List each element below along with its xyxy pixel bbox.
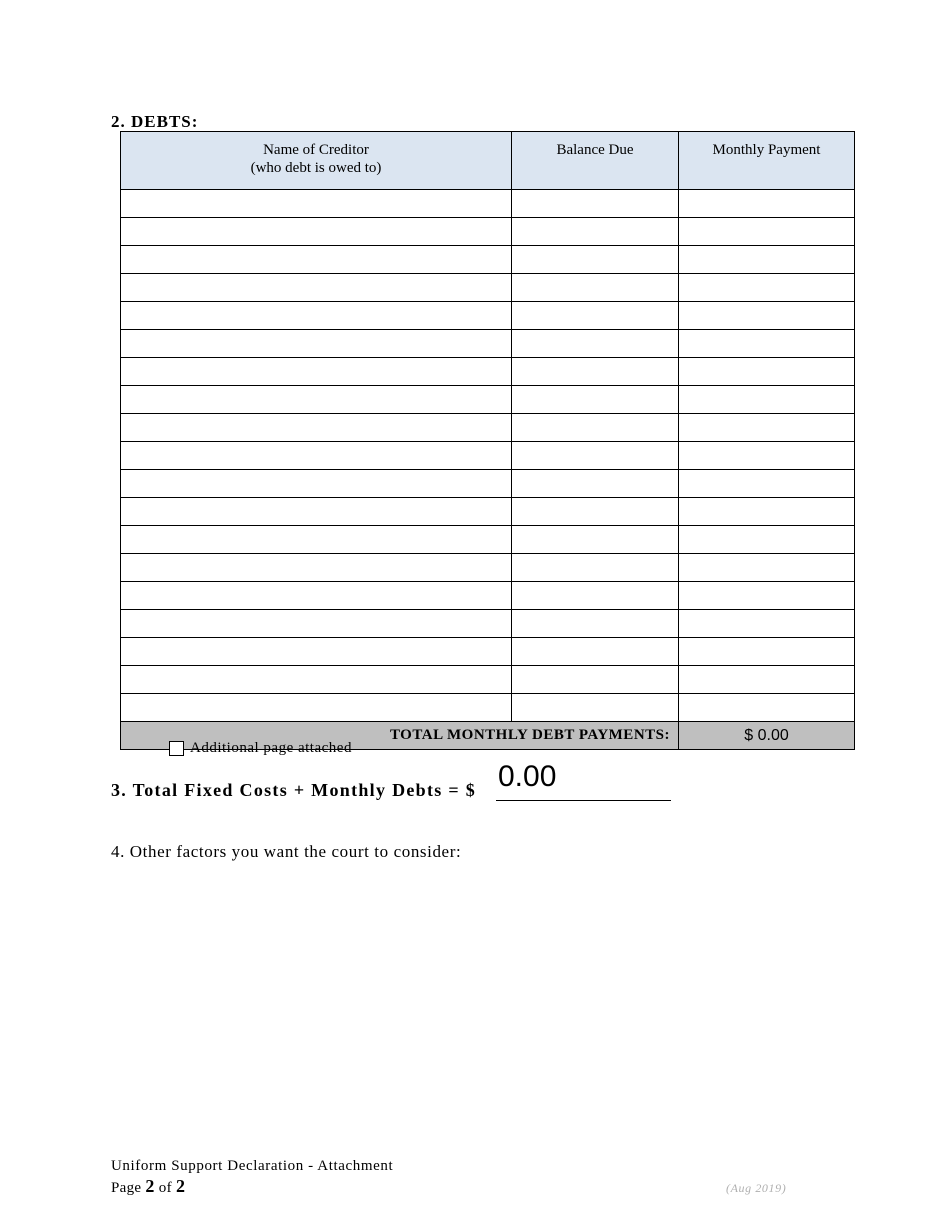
- page-total: 2: [175, 1176, 186, 1196]
- table-row: [121, 582, 855, 610]
- table-row: [121, 274, 855, 302]
- creditor-cell[interactable]: [121, 666, 512, 694]
- balance-cell[interactable]: [512, 330, 679, 358]
- additional-page-checkbox[interactable]: [169, 741, 184, 756]
- footer-page-number: [111, 1176, 185, 1197]
- additional-page-option[interactable]: [169, 740, 352, 757]
- balance-cell[interactable]: [512, 190, 679, 218]
- creditor-cell[interactable]: [121, 610, 512, 638]
- creditor-cell[interactable]: [121, 414, 512, 442]
- table-row: [121, 190, 855, 218]
- total-monthly-debt-label: TOTAL MONTHLY DEBT PAYMENTS:: [121, 722, 679, 750]
- balance-cell[interactable]: [512, 386, 679, 414]
- creditor-cell[interactable]: [121, 386, 512, 414]
- monthly-payment-cell[interactable]: [679, 638, 855, 666]
- monthly-payment-cell[interactable]: [679, 582, 855, 610]
- balance-cell[interactable]: [512, 638, 679, 666]
- monthly-payment-cell[interactable]: [679, 470, 855, 498]
- table-row: [121, 330, 855, 358]
- monthly-payment-cell[interactable]: [679, 414, 855, 442]
- balance-cell[interactable]: [512, 442, 679, 470]
- balance-cell[interactable]: [512, 610, 679, 638]
- creditor-cell[interactable]: [121, 302, 512, 330]
- monthly-payment-cell[interactable]: [679, 274, 855, 302]
- debt-rows: [121, 190, 855, 722]
- creditor-header-line2: (who debt is owed to): [250, 160, 382, 176]
- monthly-payment-cell[interactable]: [679, 302, 855, 330]
- table-row: [121, 470, 855, 498]
- table-row: [121, 666, 855, 694]
- balance-cell[interactable]: [512, 554, 679, 582]
- section-2-heading: 2. DEBTS:: [111, 112, 199, 131]
- balance-cell[interactable]: [512, 218, 679, 246]
- table-row: [121, 526, 855, 554]
- creditor-cell[interactable]: [121, 246, 512, 274]
- monthly-payment-cell[interactable]: [679, 526, 855, 554]
- monthly-payment-cell[interactable]: [679, 554, 855, 582]
- balance-cell[interactable]: [512, 526, 679, 554]
- table-row: [121, 358, 855, 386]
- monthly-column-header: Monthly Payment: [679, 132, 855, 190]
- footer-title: Uniform Support Declaration - Attachment: [111, 1158, 394, 1174]
- revision-date: (Aug 2019): [726, 1181, 787, 1195]
- balance-cell[interactable]: [512, 246, 679, 274]
- creditor-cell[interactable]: [121, 190, 512, 218]
- table-row: [121, 414, 855, 442]
- balance-cell[interactable]: [512, 274, 679, 302]
- table-row: [121, 498, 855, 526]
- creditor-cell[interactable]: [121, 498, 512, 526]
- monthly-payment-cell[interactable]: [679, 246, 855, 274]
- table-row: [121, 694, 855, 722]
- creditor-column-header: [121, 132, 512, 190]
- monthly-payment-cell[interactable]: [679, 218, 855, 246]
- table-row: [121, 246, 855, 274]
- balance-cell[interactable]: [512, 302, 679, 330]
- balance-column-header: Balance Due: [512, 132, 679, 190]
- table-row: [121, 638, 855, 666]
- monthly-payment-cell[interactable]: [679, 694, 855, 722]
- additional-page-label: Additional page attached: [190, 740, 352, 756]
- debts-table: [120, 131, 855, 750]
- table-row: [121, 610, 855, 638]
- balance-cell[interactable]: [512, 582, 679, 610]
- creditor-cell[interactable]: [121, 358, 512, 386]
- creditor-cell[interactable]: [121, 274, 512, 302]
- balance-cell[interactable]: [512, 666, 679, 694]
- total-monthly-debt-value[interactable]: $ 0.00: [679, 722, 855, 750]
- monthly-payment-cell[interactable]: [679, 666, 855, 694]
- table-header-row: [121, 132, 855, 190]
- creditor-cell[interactable]: [121, 330, 512, 358]
- balance-cell[interactable]: [512, 414, 679, 442]
- monthly-payment-cell[interactable]: [679, 442, 855, 470]
- creditor-cell[interactable]: [121, 582, 512, 610]
- balance-cell[interactable]: [512, 498, 679, 526]
- creditor-cell[interactable]: [121, 442, 512, 470]
- creditor-cell[interactable]: [121, 554, 512, 582]
- table-row: [121, 442, 855, 470]
- creditor-cell[interactable]: [121, 638, 512, 666]
- creditor-header-line1: Name of Creditor: [263, 142, 369, 158]
- monthly-payment-cell[interactable]: [679, 386, 855, 414]
- creditor-cell[interactable]: [121, 470, 512, 498]
- creditor-cell[interactable]: [121, 694, 512, 722]
- creditor-cell[interactable]: [121, 218, 512, 246]
- table-row: [121, 218, 855, 246]
- page-prefix: Page: [111, 1180, 146, 1196]
- section-3-label: 3. Total Fixed Costs + Monthly Debts = $: [111, 780, 477, 800]
- balance-cell[interactable]: [512, 470, 679, 498]
- table-row: [121, 302, 855, 330]
- monthly-payment-cell[interactable]: [679, 330, 855, 358]
- table-row: [121, 386, 855, 414]
- monthly-payment-cell[interactable]: [679, 190, 855, 218]
- page-of: of: [154, 1180, 176, 1196]
- balance-cell[interactable]: [512, 694, 679, 722]
- section-4-label: 4. Other factors you want the court to consider:: [111, 842, 462, 861]
- balance-cell[interactable]: [512, 358, 679, 386]
- monthly-payment-cell[interactable]: [679, 610, 855, 638]
- monthly-payment-cell[interactable]: [679, 498, 855, 526]
- table-row: [121, 554, 855, 582]
- total-costs-value: 0.00: [498, 760, 557, 793]
- monthly-payment-cell[interactable]: [679, 358, 855, 386]
- page-current: 2: [145, 1176, 155, 1196]
- creditor-cell[interactable]: [121, 526, 512, 554]
